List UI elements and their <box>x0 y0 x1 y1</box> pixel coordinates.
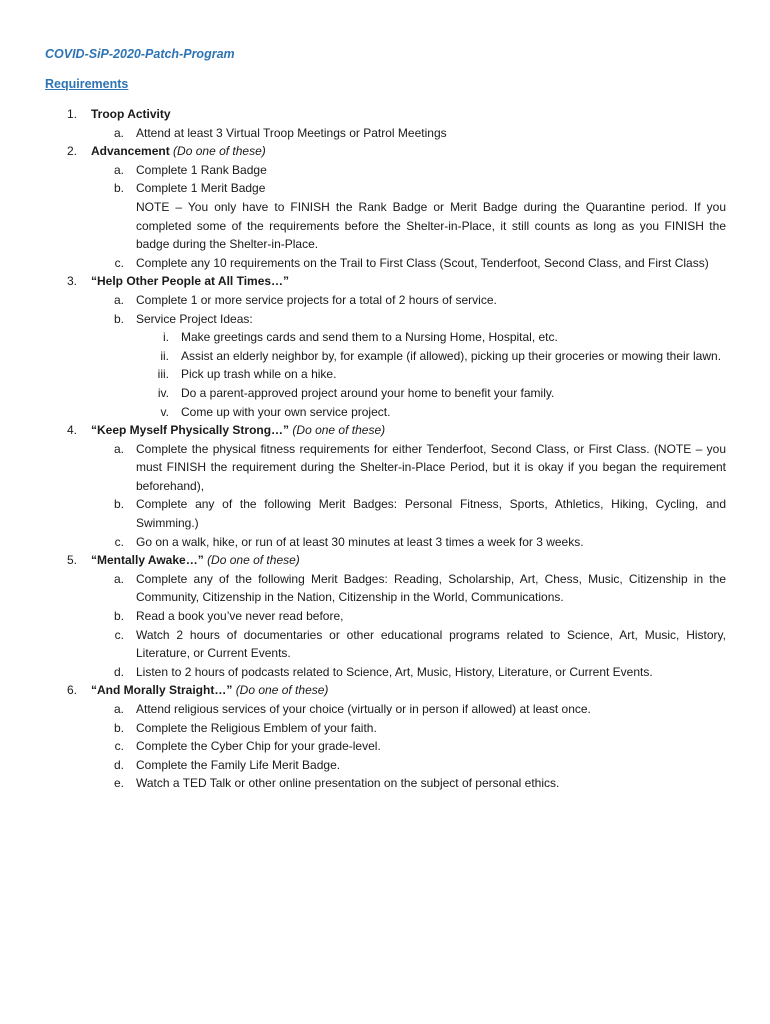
idea-item <box>0 328 770 347</box>
requirement-number: 2. <box>67 144 78 159</box>
requirement-instruction: (Do one of these) <box>173 144 266 159</box>
requirement-number: 5. <box>67 553 78 568</box>
sub-item <box>0 179 770 198</box>
idea-text: Come up with your own service project. <box>181 404 391 419</box>
sub-item-marker: b. <box>113 497 124 512</box>
sub-item <box>0 124 770 143</box>
sub-item-marker: d. <box>113 664 124 679</box>
idea-text: Do a parent-approved project around your home to benefit your family. <box>181 385 555 400</box>
sub-item-marker: a. <box>113 162 124 177</box>
sub-item-marker: b. <box>113 181 124 196</box>
idea-text: Pick up trash while on a hike. <box>181 367 337 382</box>
requirement-item <box>0 105 770 124</box>
sub-item-text: Complete the physical fitness requirements for either Tenderfoot, Second Class, or First Class. (NOTE – you must FINISH the requirement during the Shelter-in-Place Period, but it is okay if you began the requirement beforehand), <box>136 441 726 493</box>
sub-item-marker: a. <box>113 441 124 456</box>
sub-item-text: Go on a walk, hike, or run of at least 30 minutes at least 3 times a week for 3 weeks. <box>136 534 584 549</box>
requirement-number: 4. <box>67 423 78 438</box>
sub-item <box>0 310 770 329</box>
sub-item-marker: a. <box>113 125 124 140</box>
sub-item-text: Complete any of the following Merit Badges: Reading, Scholarship, Art, Chess, Music, Citizenship in the Community, Citizenship in the Nation, Citizenship in the World, Communications. <box>136 571 726 605</box>
requirement-number: 6. <box>67 683 78 698</box>
sub-item <box>0 719 770 738</box>
sub-item-marker: c. <box>114 739 124 754</box>
sub-item-text: Watch 2 hours of documentaries or other educational programs related to Science, Art, Music, History, Literature, or Current Events. <box>136 627 726 661</box>
sub-item-marker: b. <box>113 720 124 735</box>
sub-item <box>0 161 770 180</box>
sub-item-marker: b. <box>113 609 124 624</box>
sub-item <box>0 533 770 552</box>
requirement-item <box>0 681 770 700</box>
sub-item-text: Complete 1 Rank Badge <box>136 162 267 177</box>
idea-marker: iii. <box>157 367 169 382</box>
sub-item-marker: b. <box>113 311 124 326</box>
sub-item-text: Watch a TED Talk or other online presentation on the subject of personal ethics. <box>136 776 560 791</box>
requirement-item <box>0 551 770 570</box>
idea-item <box>0 384 770 403</box>
idea-marker: v. <box>160 404 169 419</box>
sub-item-text: Complete the Family Life Merit Badge. <box>136 757 341 772</box>
sub-item-text: Complete any 10 requirements on the Trail to First Class (Scout, Tenderfoot, Second Class, and First Class) <box>136 255 709 270</box>
sub-item-marker: a. <box>113 571 124 586</box>
sub-item <box>0 440 770 496</box>
requirement-instruction: (Do one of these) <box>207 553 300 568</box>
sub-item <box>0 607 770 626</box>
sub-item-marker: a. <box>113 292 124 307</box>
document-title: COVID-SiP-2020-Patch-Program <box>45 47 235 61</box>
idea-text: Assist an elderly neighbor by, for example (if allowed), picking up their groceries or mowing their lawn. <box>181 348 722 363</box>
sub-item-marker: d. <box>113 757 124 772</box>
sub-item-note: NOTE – You only have to FINISH the Rank Badge or Merit Badge during the Quarantine period. If you completed some of the requirements before the Shelter-in-Place, it still counts as long as you FINISH the badge during the Shelter-in-Place. <box>136 199 726 252</box>
idea-marker: ii. <box>160 348 169 363</box>
sub-item-text: Complete 1 or more service projects for a total of 2 hours of service. <box>136 292 497 307</box>
idea-marker: iv. <box>157 385 169 400</box>
sub-item-text: Complete 1 Merit Badge <box>136 181 266 196</box>
sub-item-text: Complete the Religious Emblem of your faith. <box>136 720 377 735</box>
idea-item <box>0 365 770 384</box>
requirement-instruction: (Do one of these) <box>292 423 386 438</box>
requirement-title: Advancement <box>91 144 170 159</box>
sub-item-text: Complete the Cyber Chip for your grade-level. <box>136 739 381 754</box>
requirement-item <box>0 421 770 440</box>
sub-item-text: Attend at least 3 Virtual Troop Meetings or Patrol Meetings <box>136 125 447 140</box>
sub-item <box>0 774 770 793</box>
sub-item-text: Listen to 2 hours of podcasts related to Science, Art, Music, History, Literature, or Current Events. <box>136 664 653 679</box>
sub-item-text: Service Project Ideas: <box>136 311 253 326</box>
sub-item-marker: c. <box>114 627 124 642</box>
sub-item-text: Complete any of the following Merit Badges: Personal Fitness, Sports, Athletics, Hiking, Cycling, and Swimming.) <box>136 497 726 531</box>
sub-item-text: Attend religious services of your choice (virtually or in person if allowed) at least once. <box>136 702 591 716</box>
idea-marker: i. <box>163 330 169 345</box>
idea-item <box>0 347 770 366</box>
requirement-number: 3. <box>67 274 78 289</box>
requirement-instruction: (Do one of these) <box>235 683 329 698</box>
requirement-title: Troop Activity <box>91 107 171 121</box>
requirement-title: “Keep Myself Physically Strong…” <box>91 423 290 438</box>
sub-item <box>0 626 770 663</box>
sub-item <box>0 291 770 310</box>
requirement-number: 1. <box>67 107 78 121</box>
idea-item <box>0 403 770 422</box>
requirement-title: “Help Other People at All Times…” <box>91 274 290 289</box>
requirements-heading: Requirements <box>45 77 129 91</box>
sub-item-marker: e. <box>113 776 124 791</box>
sub-item <box>0 663 770 682</box>
sub-item <box>0 737 770 756</box>
sub-item-marker: a. <box>113 702 124 716</box>
sub-item-text: Read a book you’ve never read before, <box>136 609 344 624</box>
sub-item <box>0 495 770 532</box>
requirement-item <box>0 272 770 291</box>
sub-item <box>0 756 770 775</box>
sub-item-marker: c. <box>114 534 124 549</box>
sub-item <box>0 700 770 719</box>
requirements-list <box>0 105 770 793</box>
requirement-title: “Mentally Awake…” <box>91 553 204 568</box>
idea-text: Make greetings cards and send them to a Nursing Home, Hospital, etc. <box>181 330 558 345</box>
sub-item-marker: c. <box>114 255 124 270</box>
requirement-title: “And Morally Straight…” <box>91 683 233 698</box>
sub-item <box>0 570 770 607</box>
requirement-item <box>0 142 770 161</box>
sub-item <box>0 254 770 273</box>
